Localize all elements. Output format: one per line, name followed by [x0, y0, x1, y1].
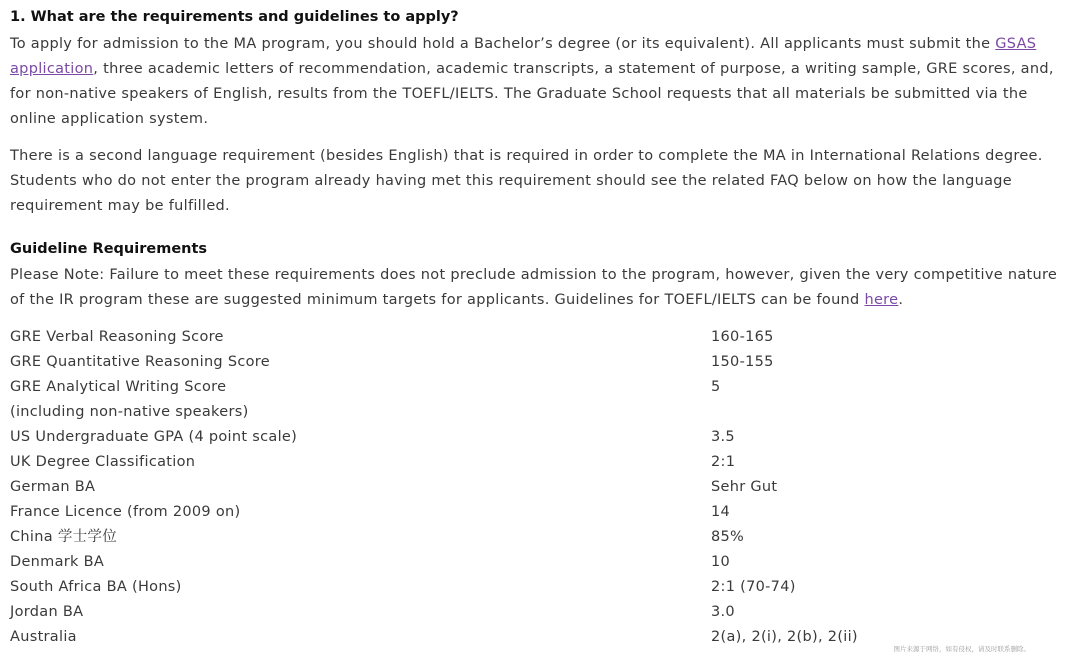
requirement-label: GRE Analytical Writing Score — [10, 379, 227, 395]
requirement-label: German BA — [10, 479, 96, 495]
table-row — [10, 450, 1051, 475]
requirement-label: GRE Verbal Reasoning Score — [10, 329, 224, 345]
requirement-label: China 学士学位 — [10, 529, 118, 545]
requirement-value: 14 — [711, 504, 731, 520]
requirement-label: Jordan BA — [10, 604, 84, 620]
language-requirement-paragraph: There is a second language requirement (besides English) that is required in order to complete the MA in International Relations degree. Students who do not enter the program already having met this requirement should see the related FAQ below on how the language requirement may be fulfilled. — [10, 148, 1043, 214]
requirement-label: France Licence (from 2009 on) — [10, 504, 241, 520]
faq-question-heading: 1. What are the requirements and guidelines to apply? — [10, 9, 459, 25]
table-row — [10, 325, 1051, 350]
table-row — [10, 375, 1051, 400]
requirements-text-end: , three academic letters of recommendation, academic transcripts, a statement of purpose, a writing sample, GRE scores, and, for non-native speakers of English, results from the TOEFL/IELTS. The Graduate School requests that all materials be submitted via the online application system. — [10, 61, 1054, 127]
requirement-label: UK Degree Classification — [10, 454, 196, 470]
table-row — [10, 550, 1051, 575]
guideline-note-text: Please Note: Failure to meet these requirements does not preclude admission to the program, however, given the very competitive nature of the IR program these are suggested minimum targets for applicants. Guidelines for TOEFL/IELTS can be found — [10, 267, 1058, 308]
table-row — [10, 575, 1051, 600]
requirement-value: 85% — [711, 529, 745, 545]
image-source-watermark: 图片来源于网络，如有侵权，请及时联系删除。 — [893, 645, 1030, 653]
requirement-value: 2:1 — [711, 454, 736, 470]
requirement-value: Sehr Gut — [711, 479, 778, 495]
requirement-label: (including non-native speakers) — [10, 404, 249, 420]
guideline-requirements-heading: Guideline Requirements — [10, 241, 208, 257]
guideline-scores-table — [10, 325, 1051, 650]
table-row — [10, 350, 1051, 375]
requirement-label: GRE Quantitative Reasoning Score — [10, 354, 270, 370]
requirement-value — [711, 400, 1051, 425]
table-row — [10, 475, 1051, 500]
table-row — [10, 425, 1051, 450]
requirement-value: 2(a), 2(i), 2(b), 2(ii) — [711, 629, 858, 645]
guideline-note-paragraph — [10, 263, 1060, 313]
gsas-application-link[interactable]: GSAS application — [10, 36, 1037, 77]
requirement-label: US Undergraduate GPA (4 point scale) — [10, 429, 298, 445]
toefl-ielts-guidelines-link[interactable]: here — [864, 292, 899, 308]
requirement-label: South Africa BA (Hons) — [10, 579, 182, 595]
table-row — [10, 400, 1051, 425]
table-row — [10, 500, 1051, 525]
requirement-label: Australia — [10, 629, 77, 645]
requirement-value: 2:1 (70-74) — [711, 579, 796, 595]
guideline-note-end: . — [898, 292, 904, 308]
requirement-value: 3.5 — [711, 429, 735, 445]
requirements-text-start: To apply for admission to the MA program, you should hold a Bachelor’s degree (or its equivalent). All applicants must submit the — [10, 36, 996, 52]
table-row — [10, 525, 1051, 550]
table-row — [10, 600, 1051, 625]
faq-content — [10, 6, 1060, 650]
requirement-value: 150-155 — [711, 354, 774, 370]
requirement-value: 10 — [711, 554, 731, 570]
requirement-label: Denmark BA — [10, 554, 105, 570]
requirements-paragraph — [10, 32, 1060, 132]
requirement-value: 160-165 — [711, 329, 774, 345]
requirement-value: 5 — [711, 379, 721, 395]
requirement-value: 3.0 — [711, 604, 735, 620]
